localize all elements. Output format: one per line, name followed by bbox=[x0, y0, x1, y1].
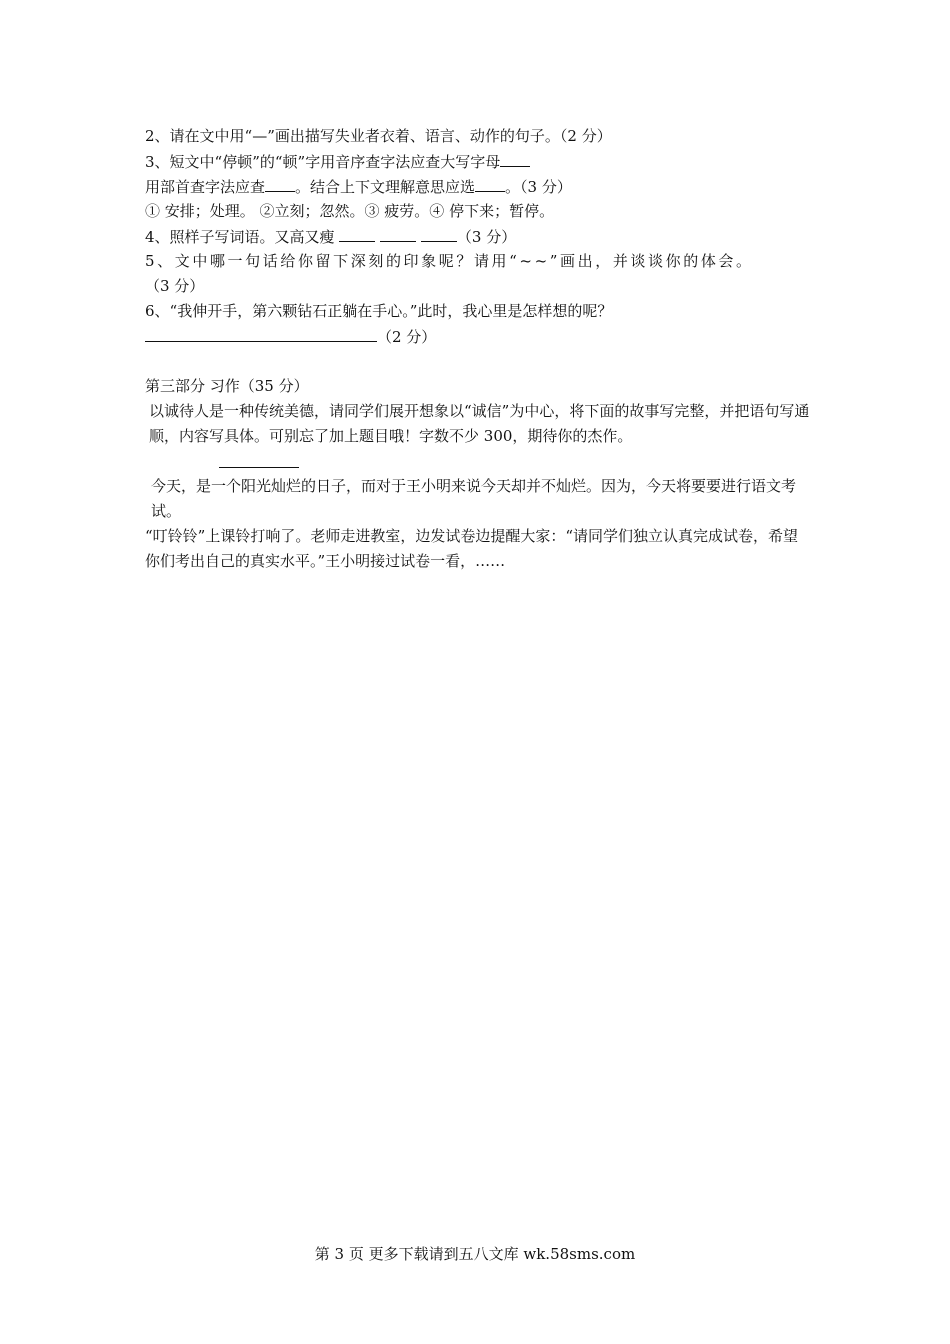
answer-blank[interactable] bbox=[500, 149, 530, 167]
question-6-line-1: 6、“我伸开手，第六颗钻石正躺在手心。”此时，我心里是怎样想的呢？ bbox=[145, 302, 613, 320]
answer-blank[interactable] bbox=[380, 224, 416, 242]
question-4-text: 4、照样子写词语。又高又瘦 bbox=[145, 228, 335, 246]
page-footer: 第 3 页 更多下载请到五八文库 wk.58sms.com bbox=[314, 1245, 636, 1263]
composition-instruction: 以诚待人是一种传统美德，请同学们展开想象以“诚信”为中心，将下面的故事写完整，并把语句写通顺，内容写具体。可别忘了加上题目哦！字数不少 300，期待你的杰作。 bbox=[149, 402, 810, 445]
question-3-meaning-text: 。结合上下文理解意思应选 bbox=[295, 178, 476, 196]
question-4-score: （3 分） bbox=[456, 228, 517, 246]
spacer bbox=[145, 349, 810, 374]
answer-blank[interactable] bbox=[339, 224, 375, 242]
composition-paragraph-1: 今天，是一个阳光灿烂的日子，而对于王小明来说今天却并不灿烂。因为，今天将要要进行语文考试。 bbox=[151, 477, 797, 520]
question-6-line-2 bbox=[145, 324, 810, 349]
question-3-line-1 bbox=[145, 149, 810, 174]
answer-blank[interactable] bbox=[265, 174, 295, 192]
question-3-text: 3、短文中“停顿”的“顿”字用音序查字法应查大写字母 bbox=[145, 153, 501, 171]
composition-paragraph-2: “叮铃铃”上课铃打响了。老师走进教室，边发试卷边提醒大家：“请同学们独立认真完成试卷，希望你们考出自己的真实水平。”王小明接过试卷一看，…… bbox=[145, 527, 799, 570]
answer-blank[interactable] bbox=[475, 174, 505, 192]
composition-title-row bbox=[145, 449, 810, 474]
answer-line[interactable] bbox=[145, 324, 377, 342]
question-5-line-2: （3 分） bbox=[145, 277, 205, 295]
question-5-line-1: 5、文中哪一句话给你留下深刻的印象呢？请用“~~”画出，并谈谈你的体会。 bbox=[145, 252, 754, 270]
question-2: 2、请在文中用“—”画出描写失业者衣着、语言、动作的句子。（2 分） bbox=[145, 127, 612, 145]
question-3-radical-text: 用部首查字法应查 bbox=[145, 178, 266, 196]
answer-blank[interactable] bbox=[421, 224, 457, 242]
composition-title-blank[interactable] bbox=[219, 453, 299, 468]
question-3-line-2 bbox=[145, 174, 810, 199]
question-4 bbox=[145, 224, 810, 249]
question-3-score: 。（3 分） bbox=[505, 178, 572, 196]
question-6-score: （2 分） bbox=[377, 328, 437, 346]
question-3-options: ① 安排；处理。 ②立刻；忽然。③ 疲劳。④ 停下来；暂停。 bbox=[145, 202, 555, 220]
page-content bbox=[145, 124, 810, 574]
composition-heading: 第三部分 习作（35 分） bbox=[145, 377, 309, 395]
